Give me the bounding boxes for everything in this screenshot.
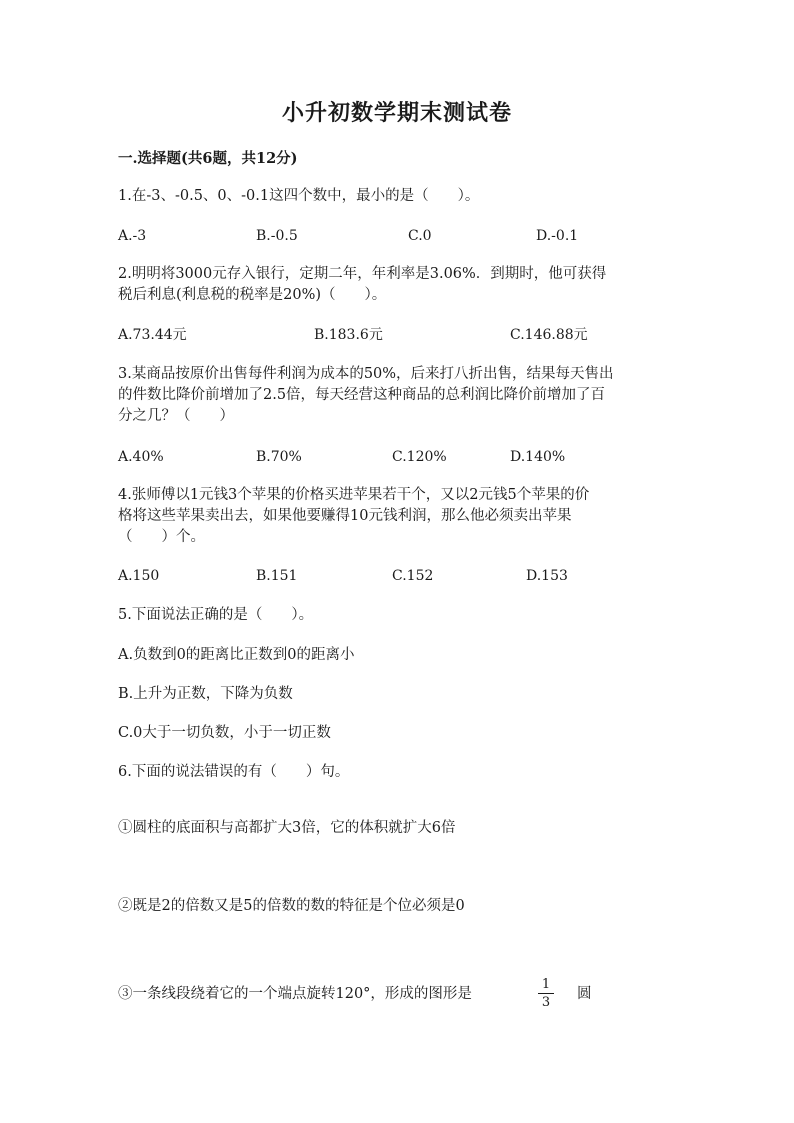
q1-option-a: A.-3 — [118, 228, 147, 244]
q4-option-d: D.153 — [526, 568, 568, 584]
question-3-line3: 分之几？（ ） — [118, 408, 234, 424]
q3-option-b: B.70% — [256, 449, 302, 465]
q2-option-b: B.183.6元 — [314, 327, 383, 343]
q3-option-d: D.140% — [510, 449, 566, 465]
q6-statement-1: ①圆柱的底面积与高都扩大3倍，它的体积就扩大6倍 — [118, 820, 456, 836]
q1-option-d: D.-0.1 — [536, 228, 579, 244]
q4-option-b: B.151 — [256, 568, 298, 584]
q5-option-b: B.上升为正数，下降为负数 — [118, 686, 293, 702]
question-4-line2: 格将这些苹果卖出去，如果他要赚得10元钱利润，那么他必须卖出苹果 — [118, 508, 572, 524]
q3-option-a: A.40% — [118, 449, 164, 465]
question-5-stem: 5.下面说法正确的是（ ）。 — [118, 607, 314, 623]
q6-statement-3-suffix: 圆 — [577, 986, 592, 1002]
q5-option-a: A.负数到0的距离比正数到0的距离小 — [118, 647, 355, 663]
q4-option-c: C.152 — [392, 568, 434, 584]
fraction-bar — [538, 993, 554, 994]
question-3-line1: 3.某商品按原价出售每件利润为成本的50%，后来打八折出售，结果每天售出 — [118, 366, 614, 382]
question-2-line2: 税后利息(利息税的税率是20%)（ ）。 — [118, 287, 387, 303]
q2-option-a: A.73.44元 — [118, 327, 187, 343]
question-4-line3: （ ）个。 — [118, 529, 205, 545]
question-3-line2: 的件数比降价前增加了2.5倍，每天经营这种商品的总利润比降价前增加了百 — [118, 387, 606, 403]
page-title: 小升初数学期末测试卷 — [281, 100, 512, 126]
q1-option-b: B.-0.5 — [256, 228, 298, 244]
section-heading: 一.选择题(共6题，共12分) — [118, 150, 298, 167]
q4-option-a: A.150 — [118, 568, 160, 584]
q6-statement-2: ②既是2的倍数又是5的倍数的数的特征是个位必须是0 — [118, 898, 465, 914]
q5-option-c: C.0大于一切负数，小于一切正数 — [118, 725, 331, 741]
q2-option-c: C.146.88元 — [510, 327, 588, 343]
question-4-line1: 4.张师傅以1元钱3个苹果的价格买进苹果若干个，又以2元钱5个苹果的价 — [118, 487, 590, 503]
question-6-stem: 6.下面的说法错误的有（ ）句。 — [118, 764, 350, 780]
question-2-line1: 2.明明将3000元存入银行，定期二年，年利率是3.06%．到期时，他可获得 — [118, 266, 607, 282]
fraction-denominator: 3 — [541, 995, 551, 1010]
fraction-one-third — [538, 977, 554, 1010]
question-1-stem: 1.在-3、-0.5、0、-0.1这四个数中，最小的是（ ）。 — [118, 188, 480, 204]
q6-statement-3: ③一条线段绕着它的一个端点旋转120°，形成的图形是 — [118, 986, 472, 1002]
q3-option-c: C.120% — [392, 449, 447, 465]
fraction-numerator: 1 — [541, 977, 551, 992]
q1-option-c: C.0 — [408, 228, 432, 244]
